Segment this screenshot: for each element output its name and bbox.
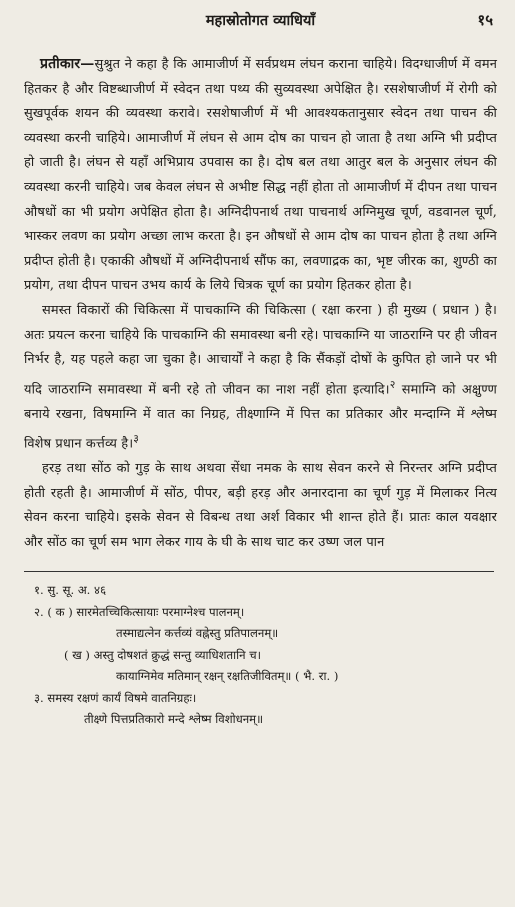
running-title: महास्रोतोगत व्याधियाँ — [205, 12, 316, 29]
footnote-divider — [24, 571, 494, 572]
footnote-3: ३. समस्य रक्षणं कार्यं विषमे वातनिग्रहः। — [34, 690, 197, 705]
footnote-ref-3: ३ — [133, 432, 140, 446]
main-text — [24, 52, 497, 555]
paragraph-2-text-b: समाग्नि को अक्षुण्ण बनाये रखना, विषमाग्नि में वात का निग्रह, तीक्ष्णाग्नि में पित्त का प्रतिकार और मन्दाग्नि में श्लेष्म विशेष प्रधान कर्त्तव्य है। — [24, 382, 498, 452]
footnote-1: १. सु. सू. अ. ४६ — [34, 583, 107, 598]
page-number: १५ — [477, 11, 493, 29]
page-header — [24, 8, 497, 32]
footnote-2a-line-2: तस्माद्यत्नेन कर्त्तव्यं वह्नेस्तु प्रतिपालनम्॥ — [116, 626, 279, 641]
footnote-ref-2: २ — [389, 377, 396, 391]
footnote-2b-line-2: कायाग्निमेव मतिमान् रक्षन् रक्षतिजीवितम्॥ ( भै. रा. ) — [116, 669, 339, 684]
section-heading: प्रतीकार— — [40, 56, 95, 72]
paragraph-1 — [24, 52, 497, 299]
paragraph-2-text: समस्त विकारों की चिकित्सा में पाचकाग्नि की चिकित्सा ( रक्षा करना ) ही मुख्य ( प्रधान ) है। अतः प्रयत्न करना चाहिये कि पाचकाग्नि की समावस्था बनी रहे। पाचकाग्नि या जाठराग्नि पर ही जीवन निर्भर है, यह पहले कहा जा चुका है। आचार्यों ने कहा है कि सैंकड़ों दोषों के कुपित हो जाने पर भी यदि जाठराग्नि समावस्था में बनी रहे तो जीवन का नाश नहीं होता इत्यादि। — [24, 302, 497, 398]
footnote-2a: २. ( क ) सारमेतच्चिकित्सायाः परमाग्नेश्च पालनम्। — [34, 604, 245, 619]
footnotes — [24, 580, 497, 731]
footnote-3-line-2: तीक्ष्णे पित्तप्रतिकारो मन्दे श्लेष्म विशोधनम्॥ — [84, 712, 264, 727]
paragraph-3 — [24, 457, 497, 555]
footnote-2b: ( ख ) अस्तु दोषशतं क्रुद्धं सन्तु व्याधिशतानि च। — [64, 647, 262, 662]
paragraph-3-text: हरड़ तथा सोंठ को गुड़ के साथ अथवा सेंधा नमक के साथ सेवन करने से निरन्तर अग्नि प्रदीप्त होती रहती है। आमाजीर्ण में सोंठ, पीपर, बड़ी हरड़ और अनारदाना का चूर्ण गुड़ में मिलाकर नित्य सेवन करना चाहिये। इसके सेवन से विबन्ध तथा अर्श विकार भी शान्त होते हैं। प्रातः काल यवक्षार और सोंठ का चूर्ण सम भाग लेकर गाय के घी के साथ चाट कर उष्ण जल पान — [24, 461, 497, 550]
paragraph-1-text: सुश्रुत ने कहा है कि आमाजीर्ण में सर्वप्रथम लंघन कराना चाहिये। विदग्धाजीर्ण में वमन हितकर है और विष्टब्धाजीर्ण में स्वेदन तथा पथ्य की सुव्यवस्था अपेक्षित है। रसशेषाजीर्ण में रोगी को सुखपूर्वक शयन की व्यवस्था करावे। रसशेषाजीर्ण में भी आवश्यकतानुसार स्वेदन तथा पाचन की व्यवस्था करनी चाहिये। आमाजीर्ण में लंघन से आम दोष का पाचन हो जाता है तथा अग्नि भी प्रदीप्त हो जाती है। लंघन से यहाँ अभिप्राय उपवास का है। दोष बल तथा आतुर बल के अनुसार लंघन की व्यवस्था करनी चाहिये। जब केवल लंघन से अभीष्ट सिद्ध नहीं होता तो आमाजीर्ण में दीपन तथा पाचन औषधों का भी प्रयोग अपेक्षित होता है। अग्निदीपनार्थ तथा पाचनार्थ अग्निमुख चूर्ण, वडवानल चूर्ण, भास्कर लवण का प्रयोग अच्छा लाभ करता है। इन औषधों से आम दोष का पाचन होता है तथा अग्नि प्रदीप्त होती है। एकाकी औषधों में अग्निदीपनार्थ सौंफ का, लवणाद्रक का, भृष्ट जीरक का, शुण्ठी का प्रयोग, तथा दीपन पाचन उभय कार्य के लिये चित्रक चूर्ण का प्रयोग हितकर होता है। — [24, 57, 497, 294]
paragraph-2 — [24, 299, 497, 457]
